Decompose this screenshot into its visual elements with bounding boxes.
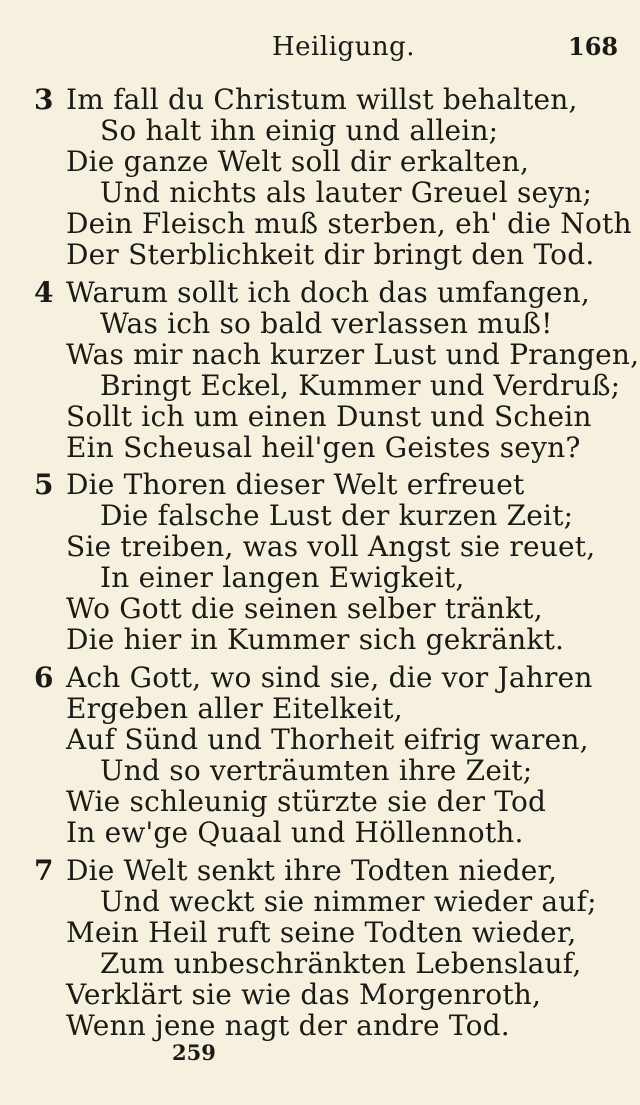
stanza-number: 4 bbox=[34, 276, 54, 309]
running-title: Heiligung. bbox=[272, 32, 416, 62]
verse-line: So halt ihn einig und allein; bbox=[100, 114, 499, 147]
verse-line: Dein Fleisch muß sterben, eh' die Noth bbox=[66, 207, 632, 240]
verse-line: Verklärt sie wie das Morgenroth, bbox=[66, 978, 542, 1011]
verse-line: Mein Heil ruft seine Todten wieder, bbox=[66, 916, 577, 949]
verse-line: Die hier in Kummer sich gekränkt. bbox=[66, 623, 565, 656]
verse-line: Wenn jene nagt der andre Tod. bbox=[66, 1009, 510, 1042]
verse-line: Auf Sünd und Thorheit eifrig waren, bbox=[66, 723, 589, 756]
verse-line: Die ganze Welt soll dir erkalten, bbox=[66, 145, 530, 178]
verse-line: Sie treiben, was voll Angst sie reuet, bbox=[66, 530, 596, 563]
verse-line: Wo Gott die seinen selber tränkt, bbox=[66, 592, 543, 625]
verse-line: Bringt Eckel, Kummer und Verdruß; bbox=[100, 369, 621, 402]
verse-line: Ergeben aller Eitelkeit, bbox=[66, 692, 403, 725]
verse-line: Die Thoren dieser Welt erfreuet bbox=[66, 468, 525, 501]
running-head bbox=[0, 30, 640, 64]
verse-line: Was ich so bald verlassen muß! bbox=[100, 307, 553, 340]
verse-line: Der Sterblichkeit dir bringt den Tod. bbox=[66, 238, 595, 271]
verse-line: Zum unbeschränkten Lebenslauf, bbox=[100, 947, 582, 980]
verse-line: Ein Scheusal heil'gen Geistes seyn? bbox=[66, 431, 581, 464]
verse-line: Die Welt senkt ihre Todten nieder, bbox=[66, 854, 558, 887]
verse-line: Wie schleunig stürzte sie der Tod bbox=[66, 785, 547, 818]
verse-line: Was mir nach kurzer Lust und Prangen, bbox=[66, 338, 640, 371]
verse-line: In einer langen Ewigkeit, bbox=[100, 561, 465, 594]
signature-mark: 259 bbox=[172, 1040, 216, 1065]
verse-line: Und weckt sie nimmer wieder auf; bbox=[100, 885, 597, 918]
stanza-number: 5 bbox=[34, 468, 54, 501]
verse-line: In ew'ge Quaal und Höllennoth. bbox=[66, 816, 524, 849]
stanza-number: 7 bbox=[34, 854, 54, 887]
verse-line: Und so verträumten ihre Zeit; bbox=[100, 754, 533, 787]
stanza-number: 6 bbox=[34, 661, 54, 694]
verse-line: Im fall du Christum willst behalten, bbox=[66, 83, 578, 116]
verse-line: Und nichts als lauter Greuel seyn; bbox=[100, 176, 593, 209]
verse-line: Warum sollt ich doch das umfangen, bbox=[66, 276, 590, 309]
page-number: 168 bbox=[568, 32, 619, 61]
verse-line: Sollt ich um einen Dunst und Schein bbox=[66, 400, 592, 433]
verse-line: Ach Gott, wo sind sie, die vor Jahren bbox=[66, 661, 593, 694]
verse-line: Die falsche Lust der kurzen Zeit; bbox=[100, 499, 574, 532]
stanza-number: 3 bbox=[34, 83, 54, 116]
